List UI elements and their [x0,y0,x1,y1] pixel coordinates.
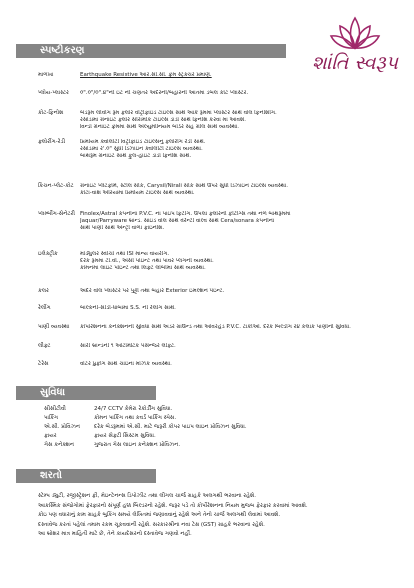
spec-line: ગ્રેનાઇટ પ્લેટફોર્મ, સ્ટીલ સીંક, Carysil/Nirali સીંક સાથે ઉપર સુધી ડિઝાઇન ટાઇલ્સ વ્યવસ્થા. [80,183,288,189]
spec-line: દરેક રૂમમાં ટી.વી., એસી પોઇન્ટ તથા પાવર પ્લગની વ્યવસ્થા. [80,258,214,265]
spec-value [80,251,400,273]
spec-key: લીફ્ટ [38,343,51,349]
brand-name: શાંતિ સ્વરૂપ [312,52,398,74]
spec-line: મોડ્યુલર સ્વીચો તથા ISI માન્ય વાયરીંગ. [80,251,170,257]
spec-value [80,324,400,331]
spec-value [80,288,400,295]
term-line: કોઇ પણ વધારાનું કામ ગ્રાહકે બુકિંગ સમયે લેખિતમાં જણાવવાનું રહેશે અને તેનો ચાર્જ અલગથી લેવામાં આવશે. [38,512,281,519]
spec-line: રસોડામાં ર'.૦" સુધી ડિઝાઇન ક્વોલીટી ટાઇલ્સ વ્યવસ્થા. [80,146,203,153]
amenity-value: ગુજરાત ગેસ લાઇન કનેક્શન પ્રોવિઝન. [94,442,181,448]
amenity-key: ગેસ કનેક્શન [44,442,75,448]
spec-line: Finolex/Astral કંપનીના P.V.C. ના પાઇપ ફિટીંગ. ઉપલા ફ્લોરની ફીટીંગ્સ તથા નળ બાથરૂમમાં [80,211,291,217]
spec-line: સાથે પાણી સાથે એન્ટ્રી વાળા ફાઇનીશ. [80,225,165,232]
spec-line: કોર્પોરેશનના કનેક્શનની સુવિધા સાથે અંડર ગ્રાઉન્ડ તથા ઓવરહેડ P.V.C. ટાંકીઓ. દરેક બિલ્ડીંગ ર૪ કલાક પાણીની સુવિધા. [80,324,351,330]
spec-line: Jaquar/Parryware બ્રાન્ડ. સાઇડ વોલ સાથે વેરેન્ટી વાલ્વ સાથે Cera/sonara કંપનીના [80,218,275,225]
spec-line: બેડરૂમ લીવીંગ રૂમ ફ્લોર વીટ્રીફાઇડ ટાઇલ્સ સાથે આંકે રૂમમાં પ્લાસ્ટર સાથે વોલ ફિનીશીંગ. [80,110,277,116]
terms-list [38,492,398,540]
lotus-icon [328,14,382,54]
spec-line: અંદર વોલ પ્લાસ્ટર પર પુટ્ટી તથા બહાર Exterior ઇમલ્શન પેઇન્ટ. [80,288,225,294]
amenity-key: સીસીટીવી [44,406,66,412]
amenity-key: એ.સી. પ્રોવિઝન [44,424,81,430]
amenity-value: 24/7 CCTV કેમેરા રેકોર્ડીંગ સુવિધા. [94,406,173,412]
spec-value [80,110,400,132]
spec-key: ફ્લોરીંગ-રેડી [38,139,66,145]
spec-line: વોટર પ્રુફીંગ સાથે ચાઇના મોઝેક વ્યવસ્થા. [80,361,172,367]
spec-value [80,361,400,368]
spec-key: માળખા [38,72,54,78]
term-line: આકસ્મિક સંજોગોમાં ફેરફારનો સંપૂર્ણ હક્ક બિલ્ડરનો રહેશે. જરૂર પડે તો કોર્પોરેશનના નિયમ મુજબ ફેરફાર કરવામાં આવશે. [38,502,308,509]
spec-line: કોમનમાં લાઇટ પોઇન્ટ તથા લિફ્ટ લોબીમાં સાથે વ્યવસ્થા. [80,265,206,272]
amenity-key: ફાયર [44,433,57,439]
spec-value [80,139,400,161]
spec-key: પ્લોય-પ્લાસ્ટર [38,90,69,96]
specs-heading: સ્પષ્ટીકરણ [40,45,85,56]
terms-heading: શરતો [40,470,63,481]
spec-value [80,90,400,97]
amenities-heading: સુવિધા [40,387,66,398]
spec-line: વિન્ડો ગ્રેનાઇટ ફ્રેમમાં સાથે એલ્યુમીનિયમ બોર્ડર સહ ગ્રીલ સાથે વ્યવસ્થા. [80,124,240,131]
spec-line: બાલ્કની-સીડી-ધાબામાં S.S. ની રેલીંગ સાથે. [80,305,176,311]
spec-value [80,305,400,312]
spec-key: ટેરેસ [38,361,49,367]
spec-key: પ્લમ્બીંગ-સેનેટરી [38,211,75,217]
spec-line: કોટા-વાશ એરિયામાં પ્રિમીયમ ટાઇલ્સ સાથે વ્યવસ્થા. [80,190,195,197]
spec-key: ઇલેક્ટ્રીક [38,251,58,257]
amenity-value: દરેક બેડરૂમમાં એ.સી. માટે જરૂરી કોપર પાઇપ લાઇન પ્રોવિઝન સુવિધા. [94,424,247,430]
amenities-heading-bar [16,386,156,400]
spec-value [80,72,400,79]
amenity-key: પાર્કિંગ [44,415,59,421]
terms-heading-bar [16,469,156,483]
spec-key: કોટ-ફિનોશ [38,110,64,116]
spec-line: રસોડામાં ગ્રેનાઇટ ફ્લોર સીરામીક ટાઇલ્સ ડાડો સાથે ફિનીશ કરવા માં આવશે. [80,117,246,124]
spec-line: પ્રિમીયમ ક્વોલીટી વિટ્રીફાઇડ ટાઇલ્સનું ફ્લોરીંગ રેડી સાથે. [80,139,206,145]
spec-key: પાણી વ્યવસ્થા [38,324,70,330]
term-line: સ્ટેમ્પ ડ્યુટી, રજીસ્ટ્રેશન ફી, મેઇન્ટેનન્સ ડિપોઝીટ તથા લીગલ ચાર્જ ગ્રાહકે અલગથી ભરવાના રહેશે. [38,493,257,499]
spec-value [80,211,400,233]
amenity-value: ફાયર સેફ્ટી સિસ્ટમ સુવિધા. [94,433,156,439]
term-line: દસ્તાવેજ કરતાં પહેલાં તમામ રકમ ચૂકવવાની રહેશે. સરકારશ્રીના નવા ટેક્ષ (GST) ગ્રાહકે ભરવાના રહેશે. [38,521,265,528]
specs-heading-bar [16,44,286,58]
amenity-value: કોમન પાર્કિંગ તથા કવર્ડ પાર્કિંગ સ્પેસ. [94,415,177,421]
spec-line: Earthquake Resistive આર.સી.સી. ફ્રેમ સ્ટ્રક્ચર પ્રમાણે. [80,72,212,78]
spec-line: ૦".૦"/૦".૪"ની ઇંટ ની ચણતર અંદરની/બહારની આતમાં ડબલ કોટ પ્લાસ્ટર. [80,90,249,96]
spec-line: બાથરૂમ ગ્રેનાઇટ સાથે ફુલ-હાઇટ ડાડો ફિનીશ સાથે. [80,153,192,160]
spec-key: કિચન-પ્લેટ-કોટ [38,183,74,189]
spec-value [80,343,400,350]
term-line: આ બ્રોશર માત્ર માહિતી માટે છે, તેને કાયદેસરનો દસ્તાવેજ ગણવો નહીં. [38,531,192,538]
spec-key: રેલીંગ [38,305,51,311]
spec-key: કલર [38,288,49,294]
spec-line: સારી બ્રાન્ડની ૧ ઓટોમેટિક પેસેન્જર લીફ્ટ. [80,343,176,349]
spec-value [80,183,400,197]
